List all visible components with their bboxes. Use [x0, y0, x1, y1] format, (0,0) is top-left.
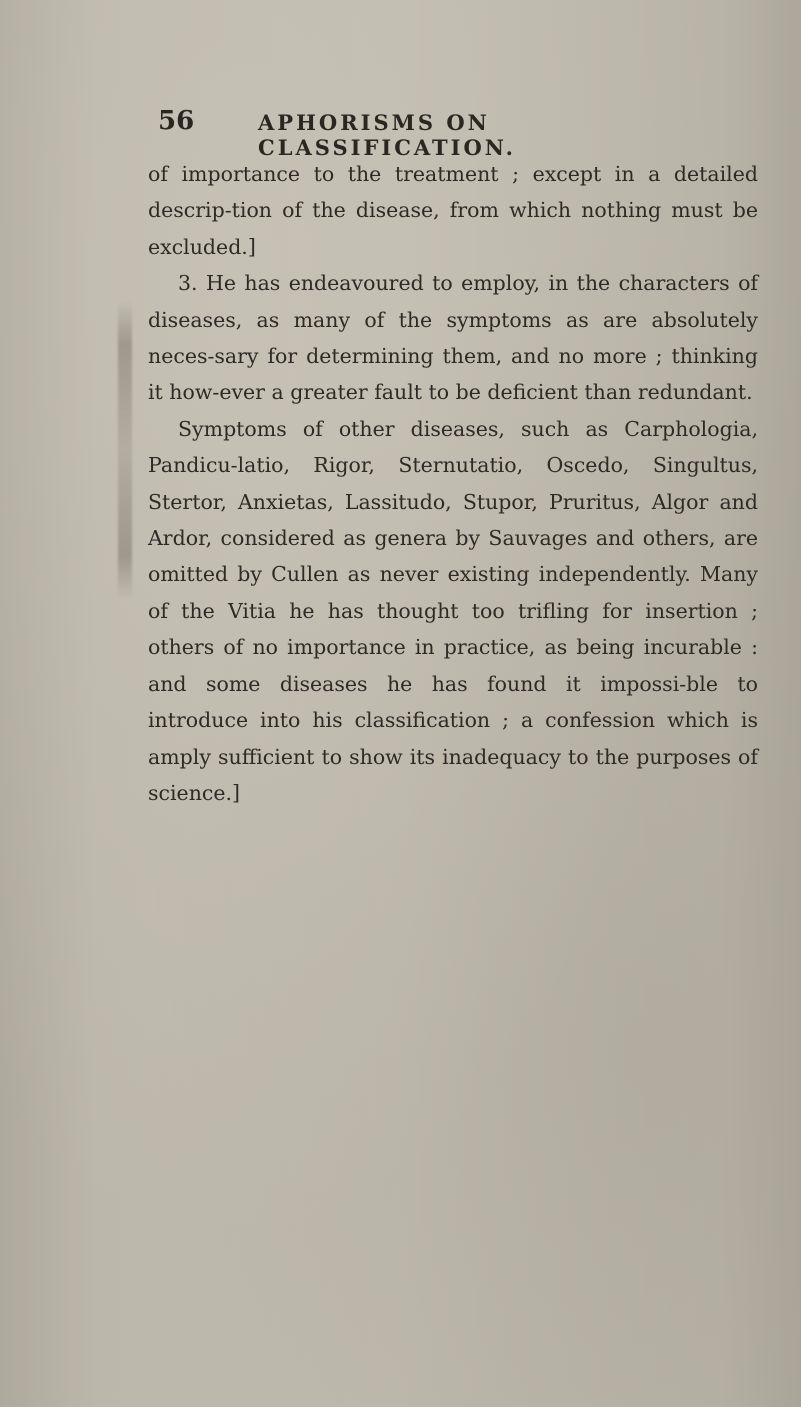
ink-bleed-mark [118, 300, 132, 600]
body-text [148, 156, 758, 811]
page-number: 56 [158, 106, 195, 136]
paragraph-continuation: of importance to the treatment ; except in a detailed descrip-tion of the disease, from which nothing must be excluded.] [148, 162, 758, 259]
running-head: APHORISMS ON CLASSIFICATION. [258, 110, 516, 160]
page-header [158, 106, 748, 160]
paragraph-symptoms: Symptoms of other diseases, such as Carphologia, Pandicu-latio, Rigor, Sternutatio, Oscedo, Singultus, Stertor, Anxietas, Lassitudo, Stupor, Pruritus, Algor and Ardor, considered as genera by Sauvages and others, are omitted by Cullen as never existing independently. Many of the Vitia he has thought too trifling for insertion ; others of no importance in practice, as being incurable : and some diseases he has found it impossi-ble to introduce into his classification ; a confession which is amply sufficient to show its inadequacy to the purposes of science.] [148, 416, 758, 805]
paragraph-aphorism-3: 3. He has endeavoured to employ, in the characters of diseases, as many of the symptoms as are absolutely neces-sary for determining them, and no more ; thinking it how-ever a greater fault to be deficient than redundant. [148, 271, 758, 405]
